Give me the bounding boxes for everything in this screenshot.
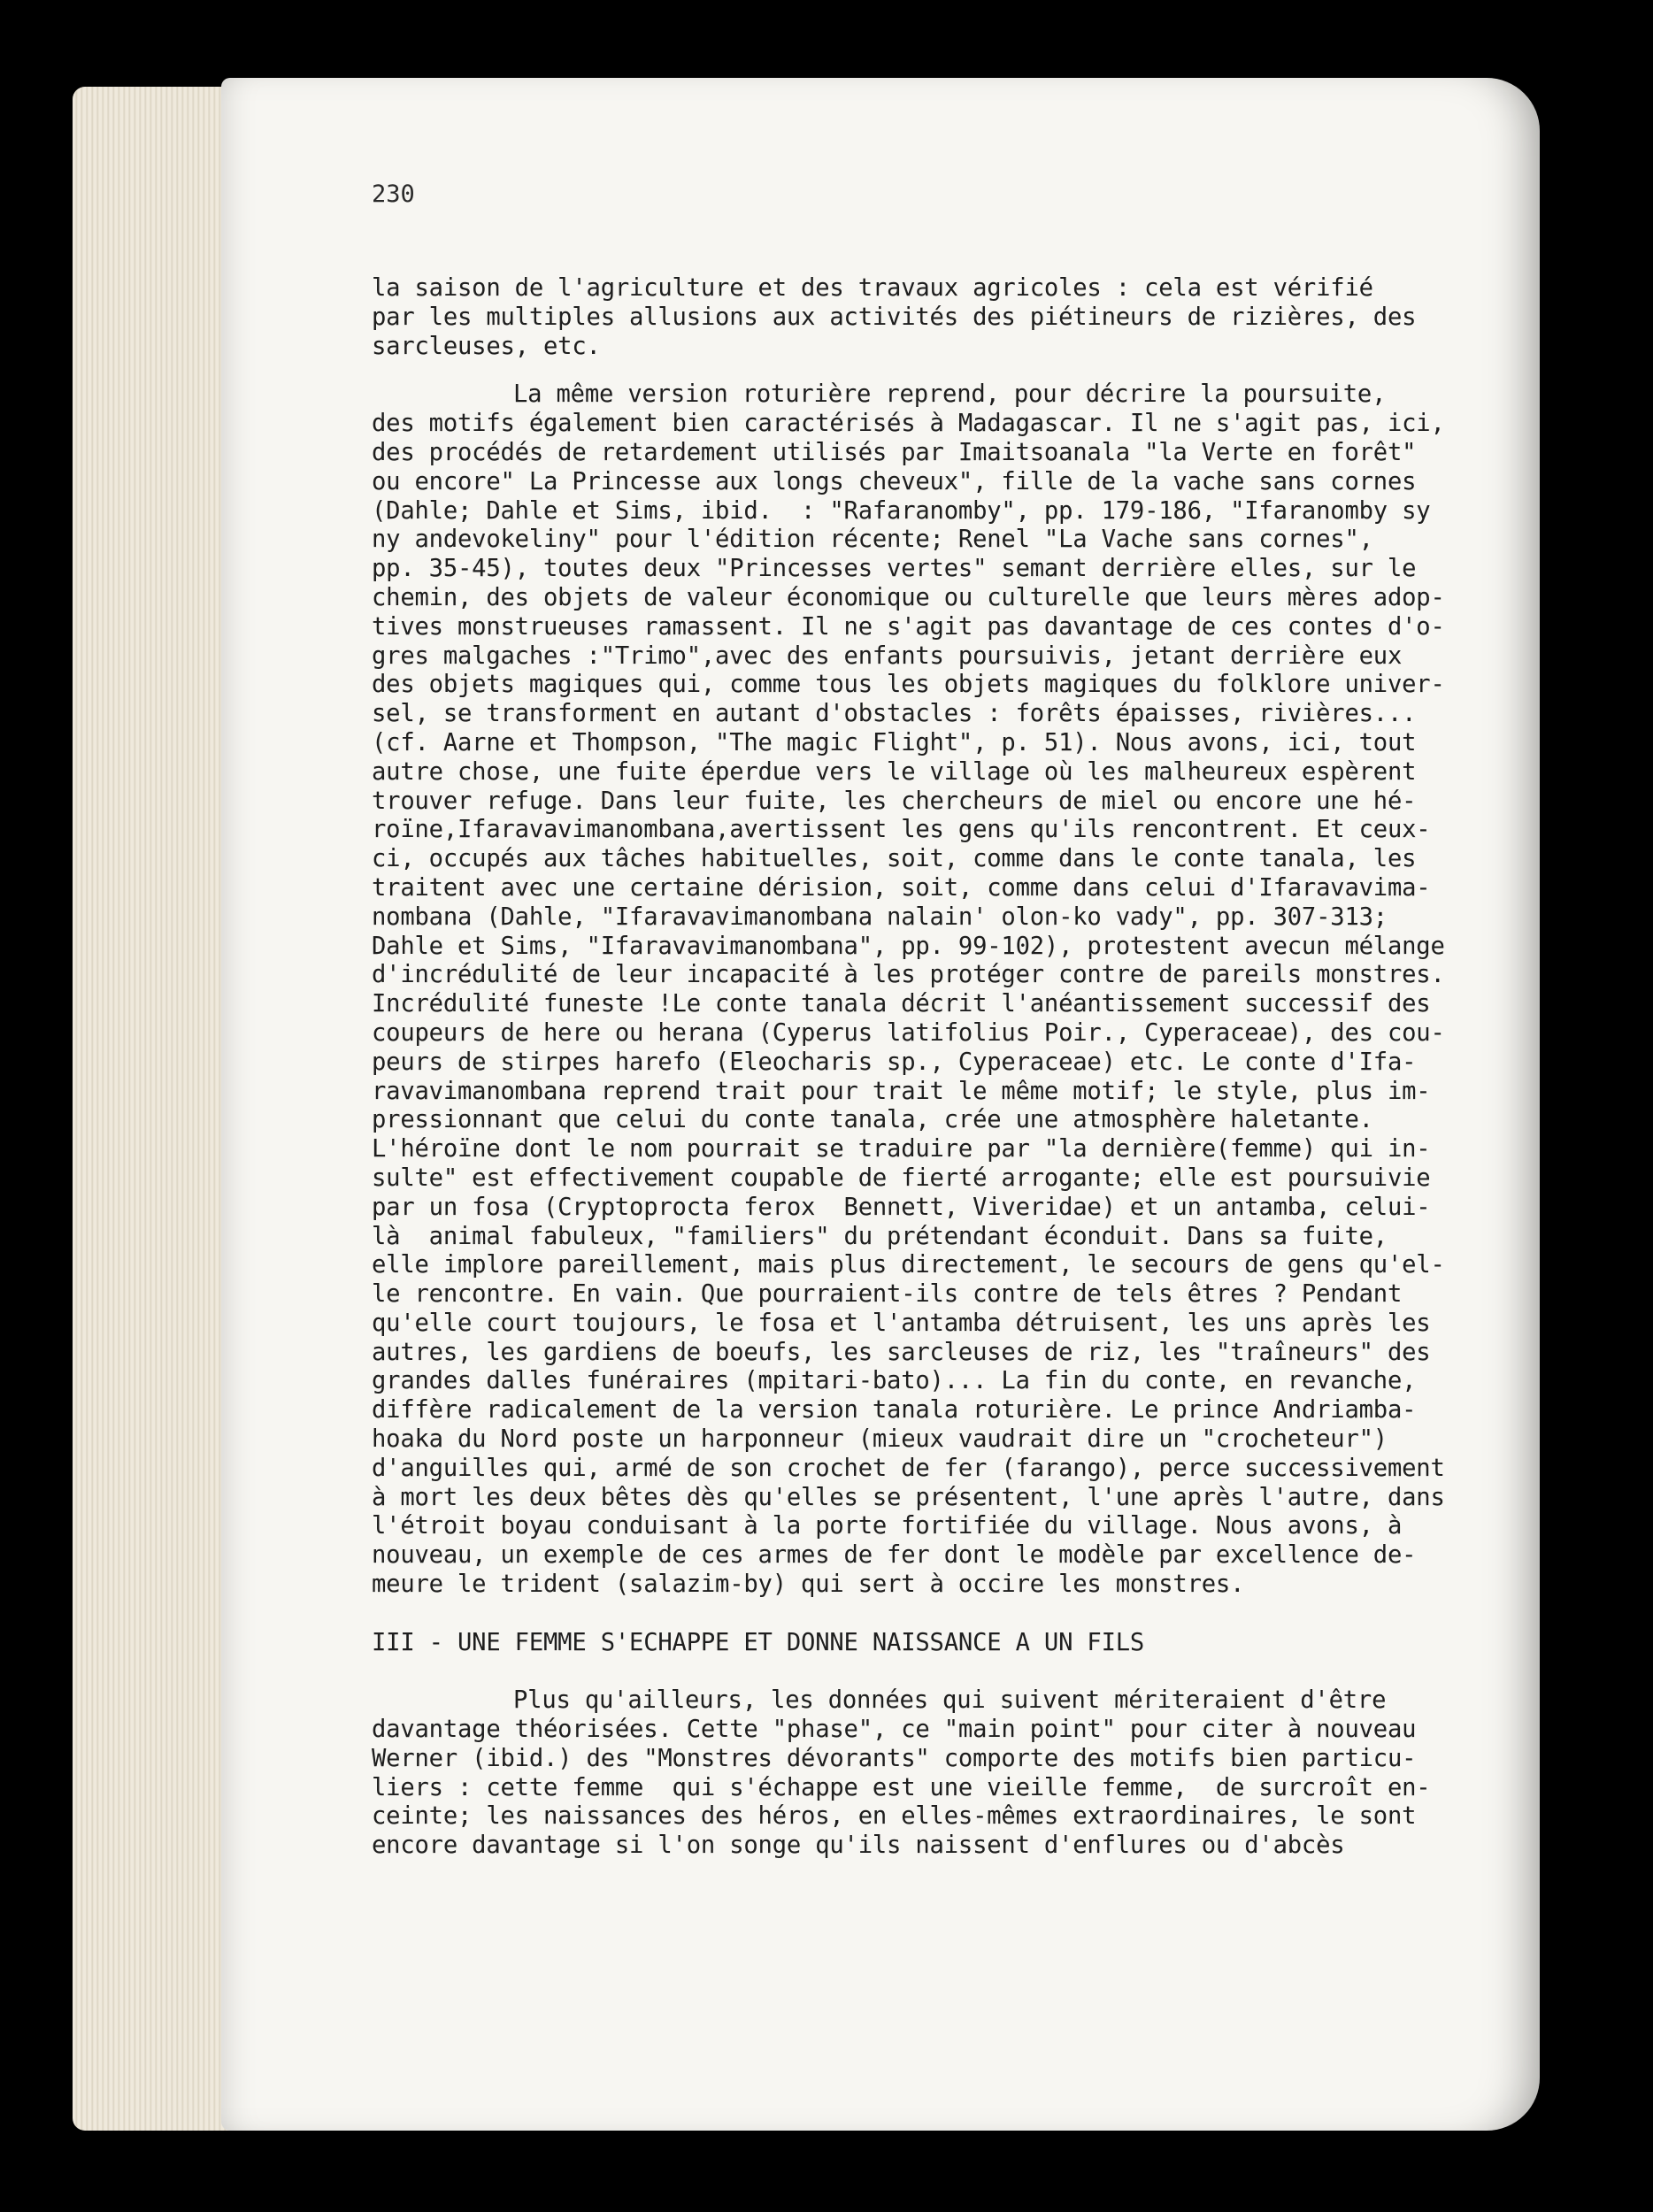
text-line: meure le trident (salazim-by) qui sert à occire les monstres. bbox=[372, 1571, 1245, 1599]
text-line: d'incrédulité de leur incapacité à les protéger contre de pareils monstres. bbox=[372, 961, 1445, 989]
text-line: gres malgaches :"Trimo",avec des enfants poursuivis, jetant derrière eux bbox=[372, 641, 1403, 670]
text-line: par un fosa (Cryptoprocta ferox Bennett, Viveridae) et un antamba, celui- bbox=[372, 1193, 1431, 1221]
text-line: diffère radicalement de la version tanala roturière. Le prince Andriamba- bbox=[372, 1396, 1417, 1425]
text-line: l'étroit boyau conduisant à la porte fortifiée du village. Nous avons, à bbox=[372, 1512, 1403, 1540]
text-line: elle implore pareillement, mais plus directement, le secours de gens qu'el- bbox=[372, 1251, 1445, 1279]
text-line: hoaka du Nord poste un harponneur (mieux vaudrait dire un "crocheteur") bbox=[372, 1425, 1388, 1454]
text-line: ravavimanombana reprend trait pour trait le même motif; le style, plus im- bbox=[372, 1077, 1431, 1105]
text-line: à mort les deux bêtes dès qu'elles se présentent, l'une après l'autre, dans bbox=[372, 1483, 1445, 1511]
text-line: encore davantage si l'on songe qu'ils naissent d'enflures ou d'abcès bbox=[372, 1832, 1345, 1860]
text-line: d'anguilles qui, armé de son crochet de fer (farango), perce successivement bbox=[372, 1454, 1445, 1482]
paragraph-2 bbox=[372, 380, 1445, 1599]
text-line: nombana (Dahle, "Ifaravavimanombana nalain' olon-ko vady", pp. 307-313; bbox=[372, 902, 1388, 931]
text-line: coupeurs de here ou herana (Cyperus latifolius Poir., Cyperaceae), des cou- bbox=[372, 1018, 1445, 1047]
text-line: trouver refuge. Dans leur fuite, les chercheurs de miel ou encore une hé- bbox=[372, 787, 1417, 815]
text-line: sel, se transforment en autant d'obstacles : forêts épaisses, rivières... bbox=[372, 700, 1417, 728]
text-line: Incrédulité funeste !Le conte tanala décrit l'anéantissement successif des bbox=[372, 990, 1431, 1018]
text-line: grandes dalles funéraires (mpitari-bato)... La fin du conte, en revanche, bbox=[372, 1367, 1417, 1395]
text-line: ceinte; les naissances des héros, en elles-mêmes extraordinaires, le sont bbox=[372, 1802, 1417, 1831]
text-line: (Dahle; Dahle et Sims, ibid. : "Rafaranomby", pp. 179-186, "Ifaranomby sy bbox=[372, 496, 1431, 525]
text-line: le rencontre. En vain. Que pourraient-ils contre de tels êtres ? Pendant bbox=[372, 1280, 1403, 1309]
text-line: ou encore" La Princesse aux longs cheveux", fille de la vache sans cornes bbox=[372, 467, 1417, 495]
text-line: par les multiples allusions aux activités des piétineurs de rizières, des bbox=[372, 303, 1417, 331]
text-line: autre chose, une fuite éperdue vers le village où les malheureux espèrent bbox=[372, 757, 1417, 786]
text-line: Plus qu'ailleurs, les données qui suivent mériteraient d'être bbox=[513, 1686, 1387, 1715]
text-line: la saison de l'agriculture et des travaux agricoles : cela est vérifié bbox=[372, 274, 1373, 302]
text-line: peurs de stirpes harefo (Eleocharis sp., Cyperaceae) etc. Le conte d'Ifa- bbox=[372, 1048, 1417, 1076]
text-line: sulte" est effectivement coupable de fierté arrogante; elle est poursuivie bbox=[372, 1164, 1431, 1192]
text-line: ny andevokeliny" pour l'édition récente; Renel "La Vache sans cornes", bbox=[372, 526, 1373, 554]
text-line: sarcleuses, etc. bbox=[372, 332, 601, 360]
text-line: La même version roturière reprend, pour décrire la poursuite, bbox=[513, 380, 1387, 409]
text-line: là animal fabuleux, "familiers" du prétendant éconduit. Dans sa fuite, bbox=[372, 1222, 1388, 1250]
section-heading: III - UNE FEMME S'ECHAPPE ET DONNE NAISSANCE A UN FILS bbox=[372, 1628, 1145, 1656]
text-line: tives monstrueuses ramassent. Il ne s'agit pas davantage de ces contes d'o- bbox=[372, 612, 1445, 641]
paragraph-1 bbox=[372, 274, 1438, 361]
page-text bbox=[372, 274, 1445, 1861]
text-line: traitent avec une certaine dérision, soit, comme dans celui d'Ifaravavima- bbox=[372, 873, 1431, 902]
text-line: pp. 35-45), toutes deux "Princesses vertes" semant derrière elles, sur le bbox=[372, 555, 1417, 583]
page-number: 230 bbox=[372, 180, 415, 208]
text-line: pressionnant que celui du conte tanala, crée une atmosphère haletante. bbox=[372, 1106, 1373, 1134]
text-line: davantage théorisées. Cette "phase", ce "main point" pour citer à nouveau bbox=[372, 1716, 1417, 1744]
text-line: autres, les gardiens de boeufs, les sarcleuses de riz, les "traîneurs" des bbox=[372, 1338, 1431, 1366]
text-line: chemin, des objets de valeur économique ou culturelle que leurs mères adop- bbox=[372, 583, 1445, 611]
text-line: ci, occupés aux tâches habituelles, soit, comme dans le conte tanala, les bbox=[372, 845, 1417, 873]
text-line: nouveau, un exemple de ces armes de fer dont le modèle par excellence de- bbox=[372, 1541, 1417, 1570]
text-line: des procédés de retardement utilisés par Imaitsoanala "la Verte en forêt" bbox=[372, 438, 1417, 466]
text-line: des objets magiques qui, comme tous les objets magiques du folklore univer- bbox=[372, 671, 1445, 699]
text-line: Werner (ibid.) des "Monstres dévorants" comporte des motifs bien particu- bbox=[372, 1744, 1417, 1772]
text-line: qu'elle court toujours, le fosa et l'antamba détruisent, les uns après les bbox=[372, 1309, 1431, 1337]
text-line: liers : cette femme qui s'échappe est une vieille femme, de surcroît en- bbox=[372, 1773, 1431, 1801]
text-line: des motifs également bien caractérisés à Madagascar. Il ne s'agit pas, ici, bbox=[372, 410, 1445, 438]
text-line: (cf. Aarne et Thompson, "The magic Flight", p. 51). Nous avons, ici, tout bbox=[372, 728, 1417, 757]
text-line: L'héroïne dont le nom pourrait se traduire par "la dernière(femme) qui in- bbox=[372, 1135, 1431, 1164]
text-line: Dahle et Sims, "Ifaravavimanombana", pp. 99-102), protestent avecun mélange bbox=[372, 932, 1445, 960]
paragraph-3 bbox=[372, 1686, 1438, 1861]
text-line: roïne,Ifaravavimanombana,avertissent les gens qu'ils rencontrent. Et ceux- bbox=[372, 816, 1431, 844]
